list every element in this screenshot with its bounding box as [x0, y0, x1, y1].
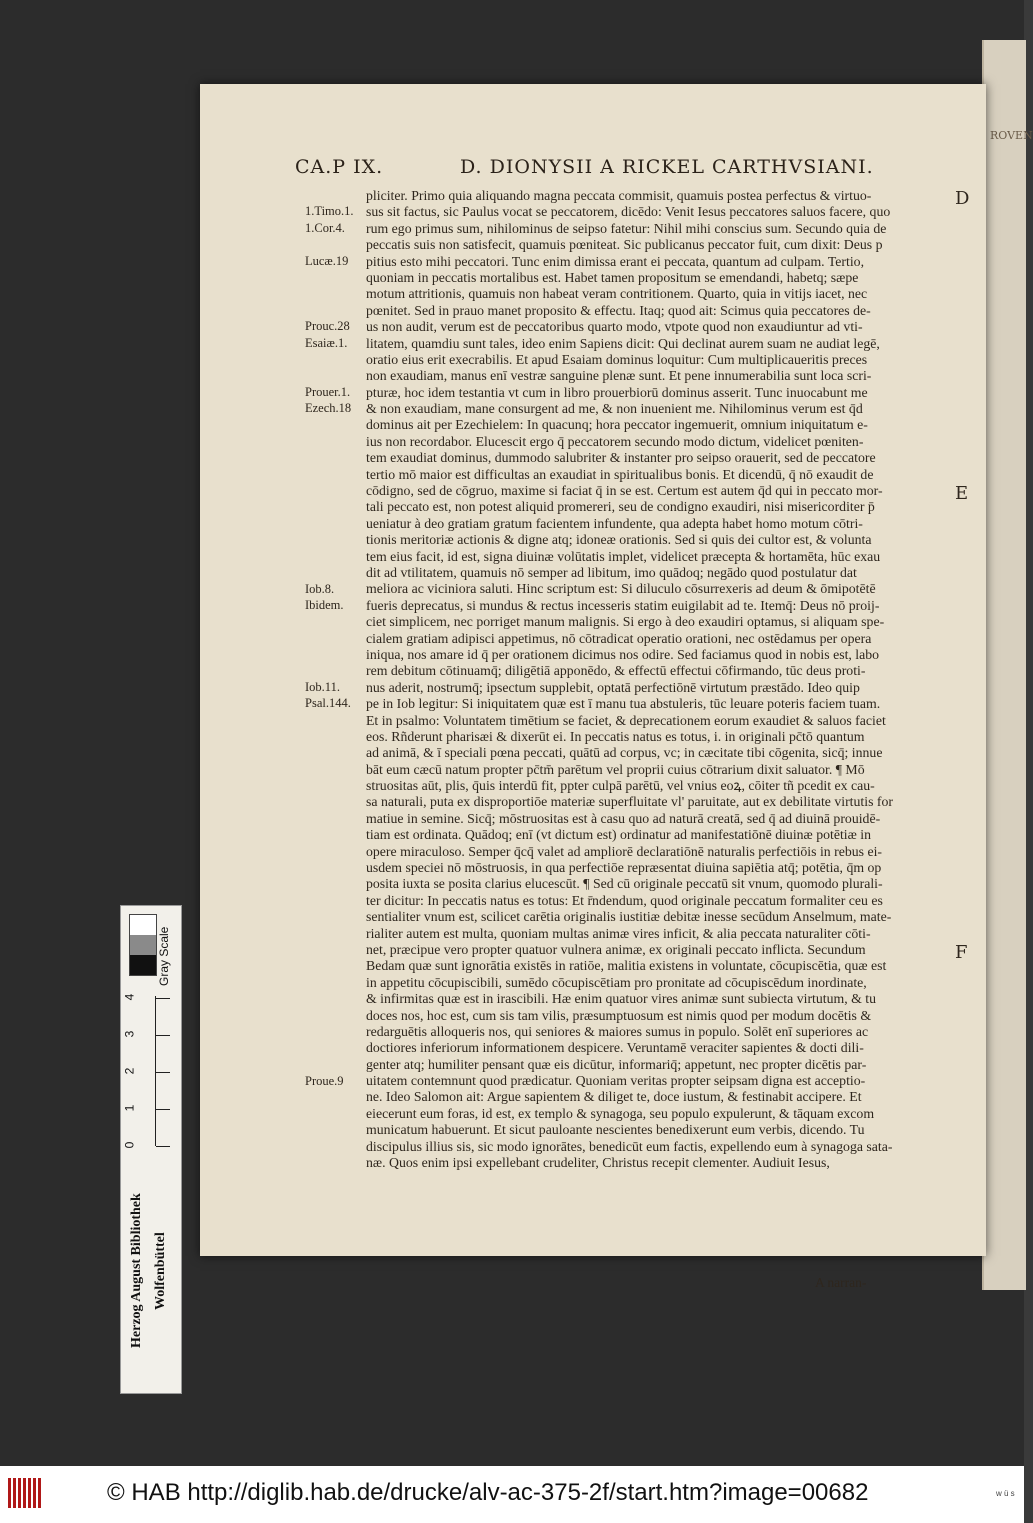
text-line: genter atq; humiliter pensant quæ eis dicūtur, informariq̄; appetunt, nec propter dicētis par-	[366, 1056, 867, 1072]
text-line: nus aderit, nostrumq̄; ipsectum supplebit, optatā perfectiōnē virtutum præstādo. Ideo quip	[366, 679, 860, 695]
section-letter: F	[955, 942, 968, 964]
section-letter: E	[955, 483, 969, 505]
text-line: eos. Rñderunt pharisæi & dixerūt ei. In peccatis natus es totus, i. in originali pc̄tō quantum	[366, 728, 865, 744]
text-line: doctiores inferiorum informationem despicere. Veruntamē veraciter sapientes & docti dili-	[366, 1040, 864, 1056]
gray-scale-label: Gray Scale	[157, 926, 171, 986]
book-page	[200, 84, 986, 1290]
text-line: & infirmitas quæ est in irascibili. Hæ enim quatuor vires animæ sunt subiecta virtutum, & tu	[366, 991, 877, 1007]
text-line: struositas aūt, plis, q̄uis interdū fit, ppter culpā parētū, vel vnius eoꝝ, cōiter tñ pcedit ex cau-	[366, 778, 875, 794]
scale-number: 2	[122, 1067, 137, 1075]
text-line: pitius esto mihi peccatori. Tunc enim dimissa erant ei peccata, quantum ad culpam. Tertio,	[366, 253, 865, 269]
scale-tick	[156, 1146, 170, 1147]
margin-note: 1.Timo.1.	[305, 204, 354, 219]
scale-number: 0	[122, 1141, 137, 1149]
text-line: motum attritionis, quamuis non habeat veram contritionem. Quarto, quia in vitijs iacet, nec	[366, 286, 868, 302]
text-line: rum ego primus sum, nihilominus de seipso fatetur: Nihil mihi conscius sum. Secundo quia de	[366, 220, 887, 236]
footer-bar	[0, 1466, 1024, 1523]
text-line: doces nos, hoc est, cum sis tam vilis, præsumptuosum est nimis quod per modum docētis &	[366, 1007, 872, 1023]
text-line: tem exaudiat dominus, dummodo salubriter & instanter pro seipso orauerit, sed de peccatore	[366, 450, 876, 466]
text-line: pe in Iob legitur: Si iniquitatem quæ est ī manu tua abstuleris, tūc leuare poteris faciem tuam.	[366, 696, 881, 712]
text-line: in appetitu cōcupiscibili, sumēdo cōcupiscētiam pro pronitate ad cōcupiscēdum inordinate,	[366, 974, 867, 990]
centimeter-scale	[122, 993, 178, 1149]
text-line: cialem gratiam adipisci appetimus, nō cōtradicat operatio orationi, nec ostēdamus per opera	[366, 630, 872, 646]
library-name: Herzog August Bibliothek Wolfenbüttel	[129, 1193, 168, 1349]
text-line: tionis meritoriæ actionis & digne atq; idoneæ orationis. Sed si quis dei cultor est, & volunta	[366, 532, 872, 548]
section-letter: D	[955, 188, 970, 209]
text-line: tertio mō maior est difficultas an exaudiat in spiritualibus bonis. Et dicendū, q̄ nō exaudit de	[366, 466, 874, 482]
text-line: ciet simplicem, nec porriget manum malignis. Si ergo à deo exaudiri optamus, si aliquam spe-	[366, 614, 885, 630]
text-line: ad animā, & ī speciali pœna peccati, quātū ad corpus, vc; in cæcitate tibi cōgenita, sicq̄; innue	[366, 745, 883, 761]
text-line: quoniam in peccatis mortalibus est. Habet tamen propositum se emendandi, habetq; sæpe	[366, 269, 859, 285]
running-title: D. DIONYSII A RICKEL CARTHVSIANI.	[460, 156, 874, 178]
text-line: litatem, quamdiu sunt tales, ideo enim Sapiens dicit: Qui declinat aurem suam ne audiat legē,	[366, 335, 880, 351]
text-line: næ. Quos enim ipsi expellebant crudeliter, Christus recepit clementer. Audiuit Iesus,	[366, 1155, 830, 1171]
hab-logo-icon	[8, 1478, 48, 1510]
margin-note: Ibidem.	[305, 598, 344, 612]
text-line: peccatis suis non satisfecit, quamuis pœniteat. Sic publicanus peccator fuit, cum dixit: Deus p	[366, 237, 883, 253]
text-line: discipulus illius sis, sic modo ignorātes, benedicūt eum factis, expellendo eum à synagoga sata-	[366, 1138, 893, 1154]
text-line: rialiter autem est multa, quoniam multas animæ vires inficit, & alia peccata naturaliter cōti-	[366, 925, 871, 941]
text-line: meliora ac viciniora saluti. Hinc scriptum est: Si diluculo cōsurrexeris ad deum & ōmipotētē	[366, 581, 876, 597]
text-line: bāt eum cæcū natum propter pc̄tm̄ parētum vel proprii cuius cōtrarium dixit saluator. ¶ Mō	[366, 761, 865, 777]
main-text-block	[366, 188, 948, 1171]
text-line: ius non recordabor. Elucescit ergo q̄ peccatorem secundo modo dictum, videlicet pœniten-	[366, 433, 864, 449]
text-line: Bedam quæ sunt ignorātia existēs in ratiōe, malitia existens in voluntate, cōcupiscētia, quæ est	[366, 958, 887, 974]
text-line: sus sit factus, sic Paulus vocat se peccatorem, dicēdo: Venit Iesus peccatores saluos facere, quo	[366, 204, 891, 220]
text-line: ter dicitur: In peccatis natus es totus: Et r̄ndendum, quod originale peccatum formaliter ceu es	[366, 892, 883, 908]
gray-scale-patches	[129, 914, 157, 976]
chapter-heading: CA.P IX.	[295, 156, 384, 178]
facing-page-edge	[982, 40, 1033, 1290]
text-line: oratio eius erit execrabilis. Et apud Esaiam dominus loquitur: Cum multiplicaueritis preces	[366, 351, 868, 367]
text-line: tem eius facit, id est, signa diuinæ volūtatis implet, videlicet præcepta & hortamēta, hūc exau	[366, 548, 881, 564]
catchword: A narran-	[815, 1275, 867, 1290]
margin-note: Psal.144.	[305, 696, 351, 711]
text-line: tali peccato est, non potest aliquid promereri, seu de condigno exaudiri, nisi misericorditer p̄	[366, 499, 875, 515]
scale-tick	[156, 1109, 170, 1110]
text-line: dit ad vtilitatem, quamuis nō semper ad libitum, imo quādoq; negādo quod postulatur dat	[366, 564, 857, 580]
small-logo-text: w ü s	[996, 1489, 1015, 1498]
text-line: fueris deprecatus, si mundus & rectus incesseris statim euigilabit ad te. Itemq̄: Deus nō proij-	[366, 597, 880, 613]
text-line: usdem speciei nō mōstruosis, in qua perfectiōe repræsentat diuina sapiētia atq̄; potētia, q̄m op	[366, 860, 882, 876]
text-line: ne. Ideo Salomon ait: Argue sapientem & diliget te, doce iustum, & festinabit accipere. Et	[366, 1089, 862, 1105]
text-line: redarguētis alloqueris nos, qui seniores & maiores sumus in populo. Solēt enī superiores ac	[366, 1023, 869, 1039]
margin-note: Esaiæ.1.	[305, 335, 348, 350]
margin-note: Prouer.1.	[305, 384, 351, 399]
text-line: net, præcipue vero propter quatuor vulnera animæ, ex originali peccato inflicta. Secundum	[366, 941, 866, 957]
margin-note: Iob.11.	[305, 680, 340, 694]
running-header	[295, 156, 975, 186]
text-line: Et in psalmo: Voluntatem timētium se faciet, & deprecationem eorum exaudiet & saluos faciet	[366, 712, 886, 728]
margin-note: Proue.9	[305, 1073, 344, 1088]
margin-note: Iob.8.	[305, 581, 335, 596]
text-line: cōdigno, sed de cōgruo, maxime si faciat q̄ in se est. Certum est autem q̄d qui in peccato mor-	[366, 483, 883, 499]
text-line: sentialiter vnum est, scilicet carētia originalis iustitiæ debitæ inesse secūdum Anselmum, mate-	[366, 909, 892, 925]
scale-number: 4	[122, 993, 137, 1001]
margin-note: Ezech.18	[305, 401, 352, 416]
scale-tick	[156, 998, 170, 999]
facing-page-text: ROVEN	[990, 129, 1033, 142]
text-line: eiecerunt eum foras, id est, ex templo & synagoga, seu populo expulerunt, & tāquam excom	[366, 1105, 875, 1121]
text-line: us non audit, verum est de peccatoribus quarto modo, vtpote quod non exaudiuntur ad vti-	[366, 319, 863, 335]
margin-note: Prouc.28	[305, 319, 350, 334]
text-line: uitatem contemnunt quod prædicatur. Quoniam veritas propter seipsam digna est acceptio-	[366, 1073, 866, 1089]
text-line: ueniatur à deo gratiam gratum facientem infundente, qua adepta habet homo motum cōtri-	[366, 515, 863, 531]
text-line: dominus ait per Ezechielem: In quacunq; hora peccator ingemuerit, omnium iniquitatum e-	[366, 417, 868, 433]
text-line: posita iuxta se posita clarius elucescūt. ¶ Sed cū originale peccatū sit vnum, quomodo plurali-	[366, 876, 883, 892]
scale-number: 1	[122, 1104, 137, 1112]
color-scale-ruler	[120, 905, 182, 1394]
text-line: pturæ, hoc idem testantia vt cum in libro prouerbiorū dominus asserit. Tunc inuocabunt me	[366, 384, 868, 400]
margin-note: Lucæ.19	[305, 253, 349, 268]
text-line: & non exaudiam, mane consurgent ad me, & non inuenient me. Nihilominus verum est q̄d	[366, 401, 863, 417]
text-line: non exaudiam, manus enī vestræ sanguine plenæ sunt. Et pene innumerabilia sunt loca scri-	[366, 368, 872, 384]
text-line: iniqua, nos amare id q̄ per orationem dicimus nos odire. Sed faciamus quod in nobis est, labo	[366, 646, 880, 662]
margin-note: 1.Cor.4.	[305, 220, 345, 235]
text-line: matiue in semine. Sicq̄; mōstruositas est à casu quo ad naturā creatā, sed q̄ ad diuinā prouidē-	[366, 810, 881, 826]
text-line: sa naturali, puta ex disproportiōe materiæ superfluitate vl' paruitate, aut ex debilitate virtutis for	[366, 794, 893, 810]
scale-tick	[156, 1035, 170, 1036]
text-line: tiam est ordinata. Quādoq; enī (vt dictum est) ordinatur ad manifestatiōnē diuinæ potētiæ in	[366, 827, 872, 843]
text-line: pliciter. Primo quia aliquando magna peccata commisit, quamuis postea perfectus & virtuo-	[366, 188, 872, 203]
scale-number: 3	[122, 1030, 137, 1038]
scale-tick	[156, 1072, 170, 1073]
text-line: municatum habuerunt. Et sicut pauloante nescientes benedixerunt eum verbis, dicendo. Tu	[366, 1122, 865, 1138]
text-line: pœnitet. Sed in prauo manet proposito & effectu. Itaq; quod ait: Scimus quia peccatores de-	[366, 302, 871, 318]
text-line: opere miraculoso. Semper q̄cq̄ valet ad ampliorē declaratiōnē naturalis perfectiōis in rebus ei-	[366, 843, 883, 859]
copyright-url[interactable]: © HAB http://diglib.hab.de/drucke/alv-ac-375-2f/start.htm?image=00682	[107, 1479, 869, 1506]
text-line: rem debitum cōtinuamq̄; diligētiā apponēdo, & effectū effectui cōfirmando, tūc deus proti-	[366, 663, 866, 679]
